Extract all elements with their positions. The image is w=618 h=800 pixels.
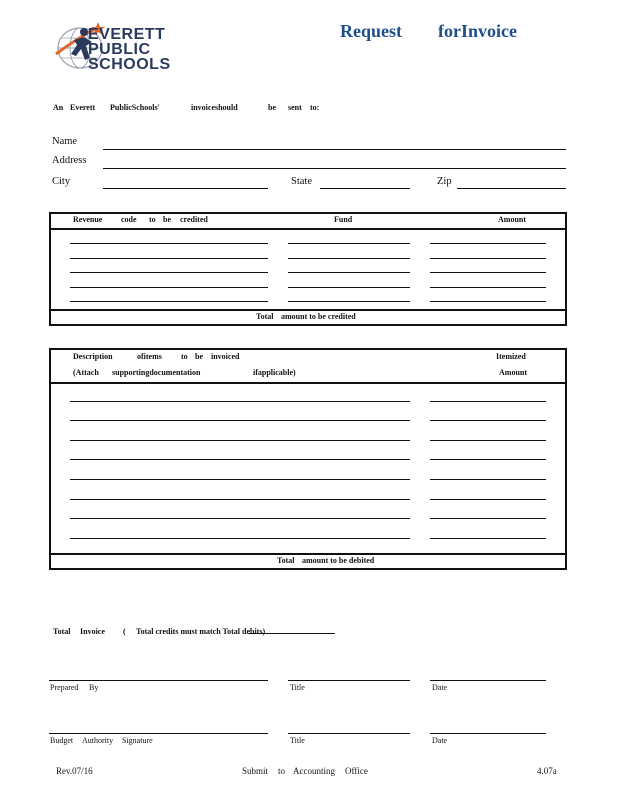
credits-col-fund: Fund: [334, 215, 353, 224]
debit-desc-line[interactable]: [70, 479, 410, 480]
debits-attach-2: supportingdocumentation: [112, 368, 201, 377]
credit-revenue-line[interactable]: [70, 287, 268, 288]
intro-w4: invoiceshould: [191, 103, 238, 112]
budget-label-2: Authority: [82, 736, 114, 745]
zip-field[interactable]: [457, 188, 566, 189]
credit-revenue-line[interactable]: [70, 301, 268, 302]
prepared-by-label-1: Prepared: [50, 683, 79, 692]
credit-amount-line[interactable]: [430, 258, 546, 259]
debit-desc-line[interactable]: [70, 538, 410, 539]
logo: [52, 16, 202, 76]
total-invoice-w3: (: [123, 627, 126, 636]
debits-col-desc-4: be: [195, 352, 203, 361]
prepared-by-label-2: By: [89, 683, 99, 692]
prepared-date-field[interactable]: [430, 680, 546, 681]
credits-header-divider: [49, 228, 567, 230]
credit-amount-line[interactable]: [430, 287, 546, 288]
debit-amount-line[interactable]: [430, 538, 546, 539]
prepared-date-label: Date: [432, 683, 448, 692]
credits-col-amount: Amount: [498, 215, 527, 224]
credit-revenue-line[interactable]: [70, 272, 268, 273]
debits-total-label-1: Total: [277, 556, 295, 565]
city-field[interactable]: [103, 188, 268, 189]
title-request: Request: [340, 21, 402, 41]
credits-total-label-2: amount to be credited: [281, 312, 356, 321]
total-invoice-field[interactable]: [248, 633, 335, 634]
footer-rev: Rev.07/16: [56, 766, 93, 776]
prepared-title-field[interactable]: [288, 680, 410, 681]
name-field[interactable]: [103, 149, 566, 150]
credits-total-divider: [49, 309, 567, 311]
budget-title-label: Title: [290, 736, 305, 745]
intro-w1: An: [53, 103, 64, 112]
debit-desc-line[interactable]: [70, 499, 410, 500]
credits-col-revenue-1: Revenue: [73, 215, 103, 224]
budget-label-1: Budget: [50, 736, 74, 745]
credit-revenue-line[interactable]: [70, 243, 268, 244]
debits-header-divider: [49, 382, 567, 384]
footer-submit-3: Accounting: [293, 766, 335, 776]
zip-label: Zip: [437, 176, 452, 187]
intro-w2: Everett: [70, 103, 96, 112]
debits-attach-1: (Attach: [73, 368, 99, 377]
intro-w6: sent: [288, 103, 302, 112]
credits-col-revenue-4: be: [163, 215, 171, 224]
debits-total-divider: [49, 553, 567, 555]
debits-col-amount: Amount: [499, 368, 528, 377]
debits-col-desc-3: to: [181, 352, 188, 361]
credit-revenue-line[interactable]: [70, 258, 268, 259]
total-invoice-w1: Total: [53, 627, 71, 636]
debits-col-desc-5: invoiced: [211, 352, 240, 361]
debit-amount-line[interactable]: [430, 499, 546, 500]
intro-w5: be: [268, 103, 276, 112]
credit-amount-line[interactable]: [430, 301, 546, 302]
intro-w7: to:: [310, 103, 320, 112]
prepared-by-field[interactable]: [49, 680, 268, 681]
debits-total-label-2: amount to be debited: [302, 556, 375, 565]
title-invoice: forInvoice: [438, 21, 517, 41]
credit-amount-line[interactable]: [430, 243, 546, 244]
debits-col-itemized: Itemized: [496, 352, 526, 361]
total-invoice-w4: Total credits must match Total debits): [136, 627, 266, 636]
logo-line-1: EVERETT: [88, 26, 166, 43]
credits-total-label-1: Total: [256, 312, 274, 321]
credits-col-revenue-2: code: [121, 215, 137, 224]
prepared-title-label: Title: [290, 683, 305, 692]
debit-desc-line[interactable]: [70, 440, 410, 441]
budget-signature-field[interactable]: [49, 733, 268, 734]
state-field[interactable]: [320, 188, 410, 189]
debit-desc-line[interactable]: [70, 401, 410, 402]
credit-fund-line[interactable]: [288, 272, 410, 273]
debit-amount-line[interactable]: [430, 479, 546, 480]
intro-w3: PublicSchools': [110, 103, 160, 112]
total-invoice-w2: Invoice: [80, 627, 105, 636]
debit-amount-line[interactable]: [430, 518, 546, 519]
footer-form-number: 4.07a: [537, 766, 557, 776]
debit-desc-line[interactable]: [70, 459, 410, 460]
debit-desc-line[interactable]: [70, 518, 410, 519]
debits-attach-3: ifapplicable): [253, 368, 296, 377]
city-label: City: [52, 176, 71, 187]
debit-desc-line[interactable]: [70, 420, 410, 421]
credit-fund-line[interactable]: [288, 301, 410, 302]
footer-submit-1: Submit: [242, 766, 269, 776]
debits-col-desc-2: ofitems: [137, 352, 162, 361]
credit-fund-line[interactable]: [288, 287, 410, 288]
logo-line-3: SCHOOLS: [88, 56, 171, 73]
debit-amount-line[interactable]: [430, 440, 546, 441]
debit-amount-line[interactable]: [430, 459, 546, 460]
credit-fund-line[interactable]: [288, 258, 410, 259]
footer-submit-2: to: [278, 766, 286, 776]
credit-amount-line[interactable]: [430, 272, 546, 273]
state-label: State: [291, 176, 312, 187]
address-field[interactable]: [103, 168, 566, 169]
credit-fund-line[interactable]: [288, 243, 410, 244]
budget-date-field[interactable]: [430, 733, 546, 734]
budget-date-label: Date: [432, 736, 448, 745]
budget-title-field[interactable]: [288, 733, 410, 734]
debit-amount-line[interactable]: [430, 401, 546, 402]
logo-line-2: PUBLIC: [88, 41, 151, 58]
credits-col-revenue-5: credited: [180, 215, 208, 224]
address-label: Address: [52, 155, 87, 166]
footer-submit-4: Office: [345, 766, 368, 776]
debits-col-desc-1: Description: [73, 352, 113, 361]
credits-col-revenue-3: to: [149, 215, 156, 224]
budget-label-3: Signature: [122, 736, 153, 745]
name-label: Name: [52, 136, 78, 147]
debit-amount-line[interactable]: [430, 420, 546, 421]
